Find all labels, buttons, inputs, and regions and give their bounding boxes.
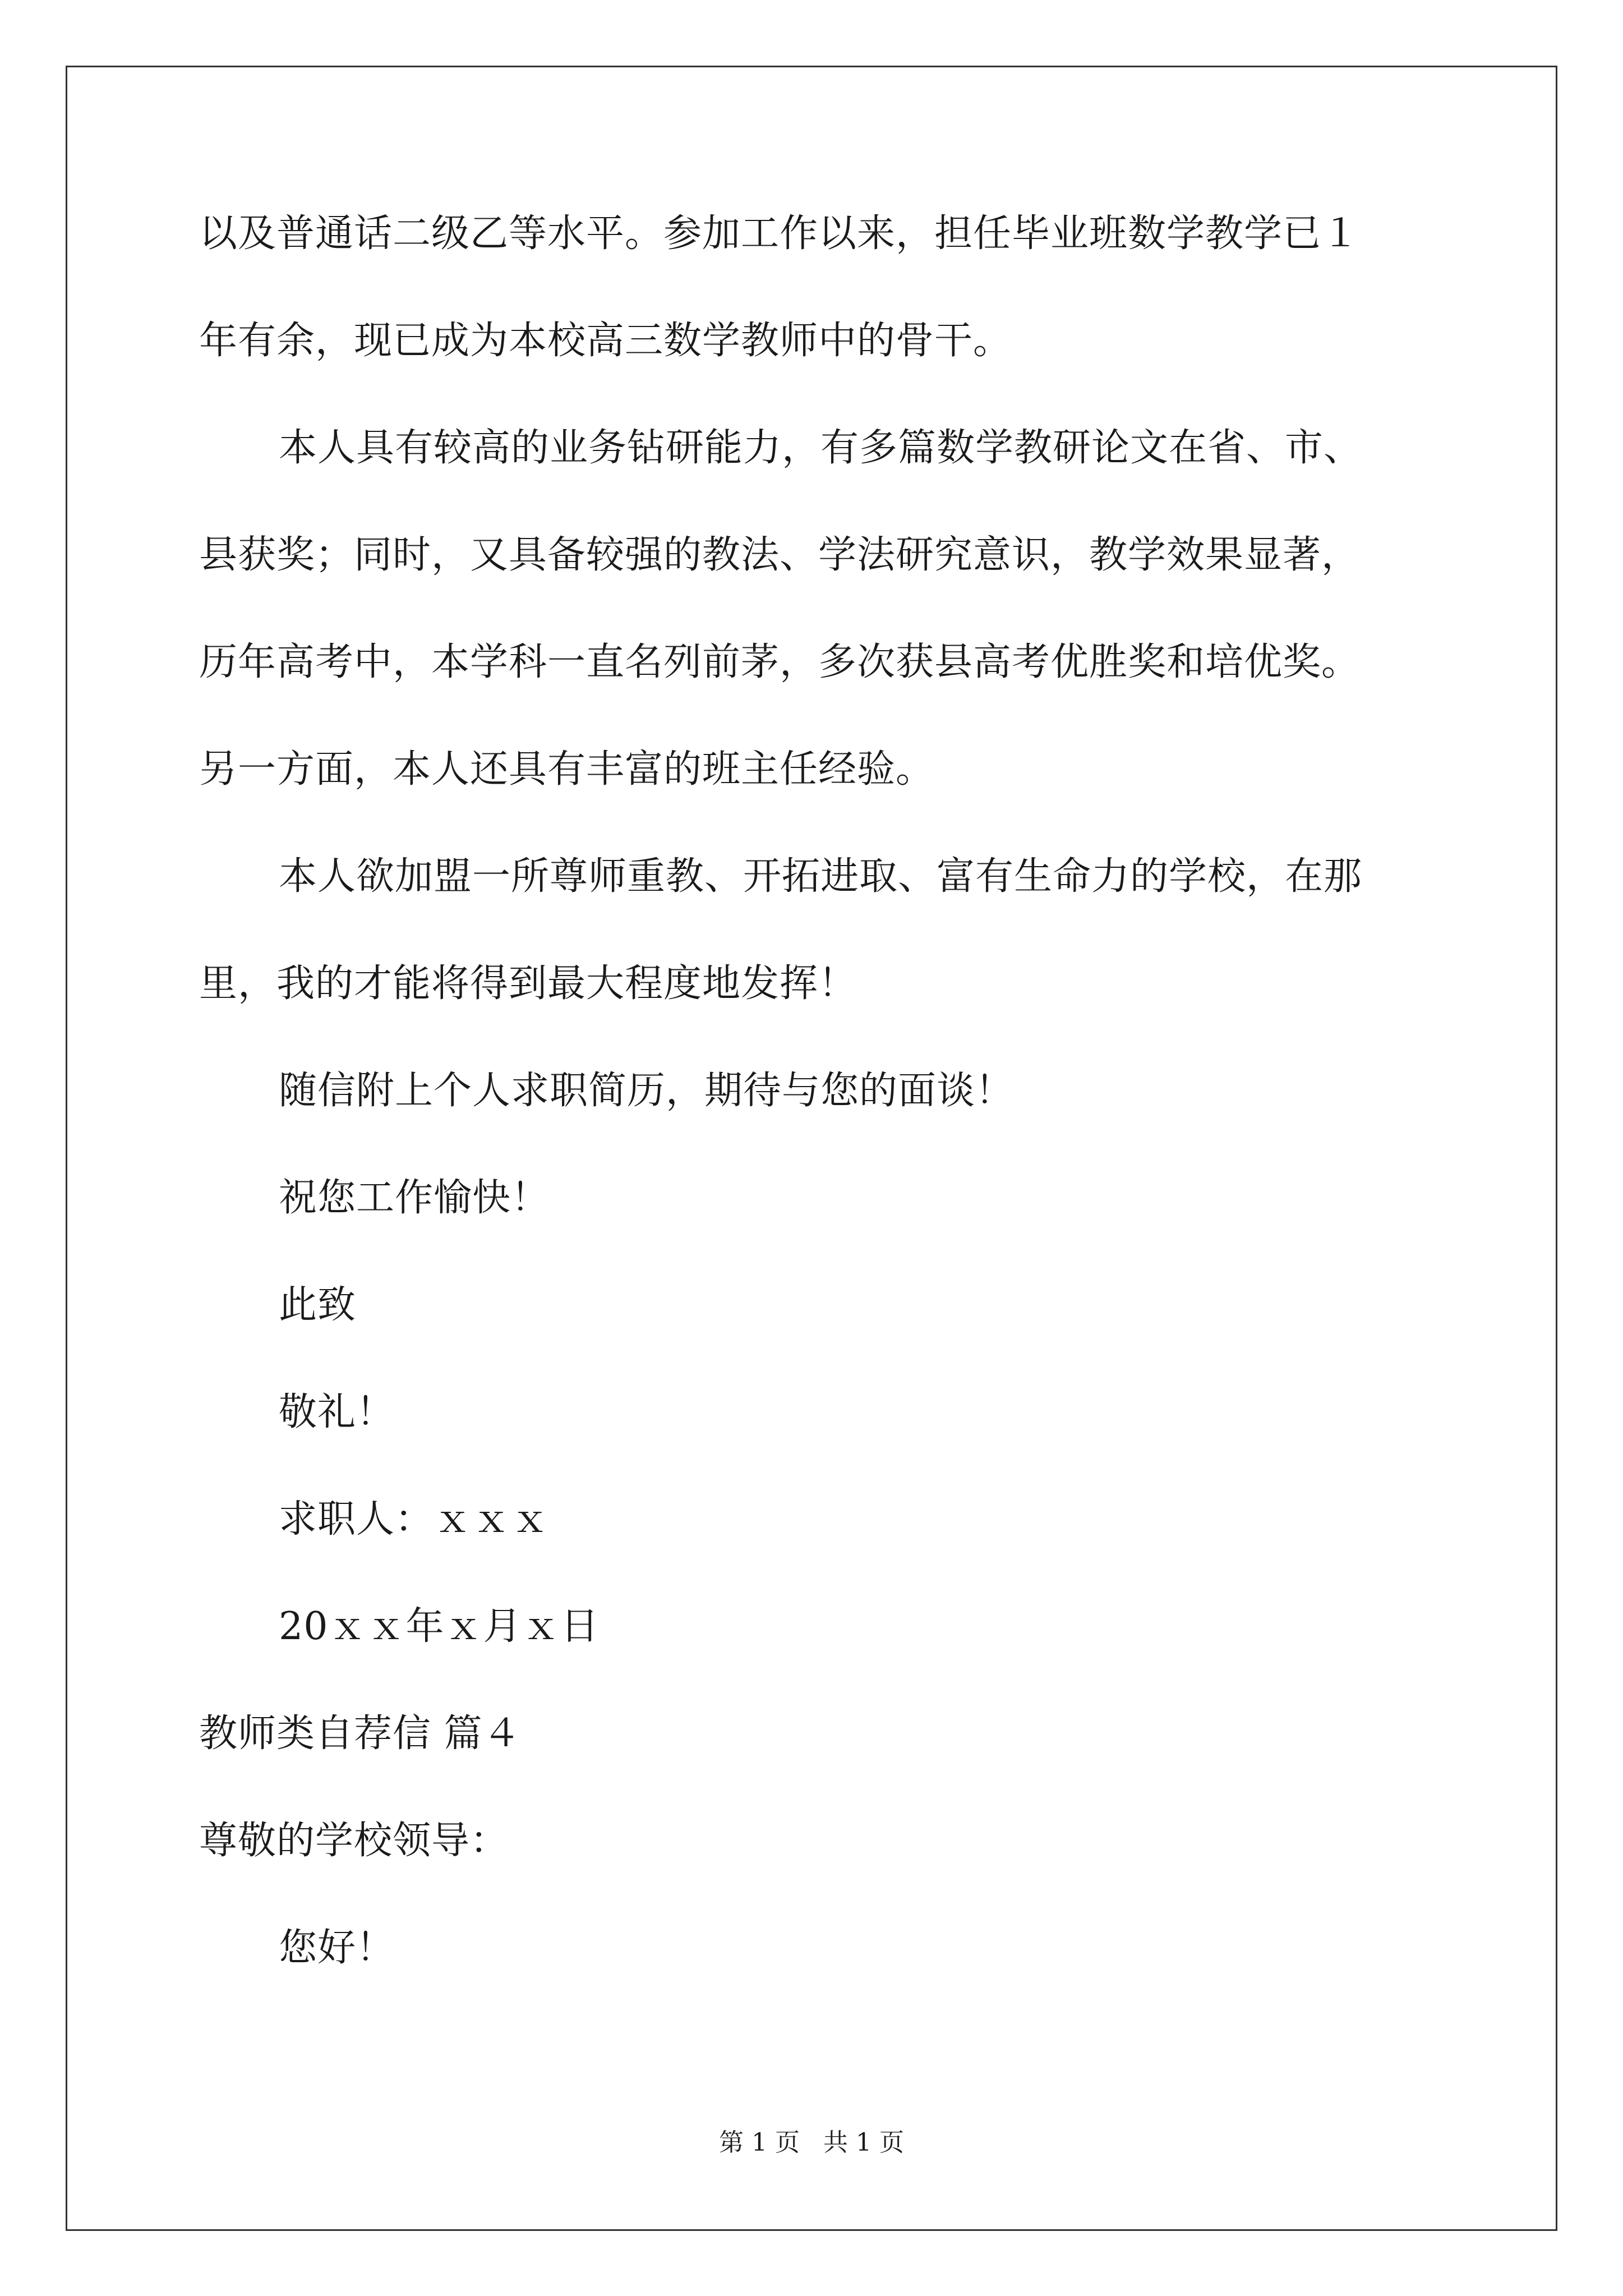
body-line-2: 年有余，现已成为本校高三数学教师中的骨干。 xyxy=(199,319,1012,363)
greeting: 您好！ xyxy=(279,1926,395,1970)
body-line-5: 历年高考中，本学科一直名列前茅，多次获县高考优胜奖和培优奖。 xyxy=(199,640,1361,684)
body-line-6: 另一方面，本人还具有丰富的班主任经验。 xyxy=(199,747,935,792)
body-line-3: 本人具有较高的业务钻研能力，有多篇数学教研论文在省、市、 xyxy=(279,426,1363,470)
body-line-7: 本人欲加盟一所尊师重教、开拓进取、富有生命力的学校，在那 xyxy=(279,854,1363,899)
body-line-4: 县获奖；同时，又具备较强的教法、学法研究意识，教学效果显著， xyxy=(199,533,1361,577)
closing-jingli: 敬礼！ xyxy=(279,1390,395,1434)
salutation: 尊敬的学校领导： xyxy=(199,1819,509,1863)
page-frame xyxy=(66,66,1557,2231)
body-line-8: 里，我的才能将得到最大程度地发挥！ xyxy=(199,961,857,1006)
body-line-1: 以及普通话二级乙等水平。参加工作以来，担任毕业班数学教学已１ xyxy=(199,211,1361,256)
closing-wish: 祝您工作愉快！ xyxy=(279,1176,550,1220)
body-line-9: 随信附上个人求职简历，期待与您的面谈！ xyxy=(279,1069,1015,1113)
closing-cizhi: 此致 xyxy=(279,1283,357,1327)
section-heading: 教师类自荐信 篇４ xyxy=(199,1711,522,1756)
letter-date: 20ｘｘ年ｘ月ｘ日 xyxy=(279,1604,600,1649)
applicant-signature: 求职人：ｘｘｘ xyxy=(279,1497,550,1542)
page-footer: 第 1 页 共 1 页 xyxy=(719,2128,904,2157)
